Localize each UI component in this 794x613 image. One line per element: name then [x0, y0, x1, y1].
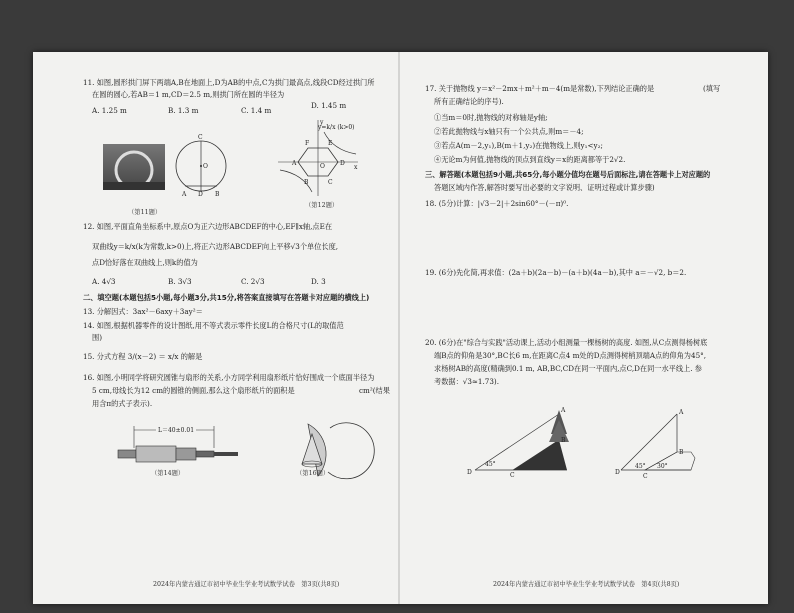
q17-line2: 所有正确结论的序号).	[434, 97, 504, 106]
q12-option-b: B. 3√3	[168, 277, 192, 286]
q16-line1: 16. 如图,小明同学将研究圆锥与扇形的关系,小方同学利用扇形纸片恰好围成一个底面半径为	[83, 373, 375, 382]
svg-text:D: D	[340, 160, 345, 167]
q12-option-a: A. 4√3	[92, 277, 116, 286]
q11-circle-figure	[173, 136, 233, 198]
right-page-footer: 2024年内蒙古通辽市初中毕业生学业考试数学试卷 第4页(共8页)	[493, 581, 680, 588]
q16-figure-label: （第16题）	[296, 470, 330, 477]
left-page-footer: 2024年内蒙古通辽市初中毕业生学业考试数学试卷 第3页(共8页)	[153, 581, 340, 588]
exam-sheet	[33, 52, 768, 604]
svg-text:F: F	[305, 140, 310, 147]
svg-text:y: y	[320, 119, 324, 126]
section-solve-heading-line2: 答题区域内作答,解答时要写出必要的文字说明、证明过程或计算步骤)	[434, 183, 655, 192]
svg-text:C: C	[643, 473, 648, 480]
q17-item-2: ②若此抛物线与x轴只有一个公共点,则m＝－4;	[434, 127, 584, 136]
svg-text:B: B	[679, 449, 684, 456]
q12-line3: 点D恰好落在双曲线上,则k的值为	[92, 258, 198, 267]
q11-option-b: B. 1.3 m	[168, 106, 199, 115]
q17-fill-note: (填写	[703, 84, 721, 93]
q17-line1: 17. 关于抛物线 y＝x²－2mx＋m²＋m－4(m是常数),下列结论正确的是	[425, 84, 655, 93]
q12-line1: 12. 如图,平面直角坐标系中,原点O为正六边形ABCDEF的中心,EF∥x轴,点E在	[83, 222, 333, 231]
svg-text:D: D	[615, 469, 620, 476]
q20-line2: 端B点的仰角是30°,BC长6 m,在距离C点4 m处的D点测得树梢顶端A点的仰角为45°,	[434, 351, 707, 360]
q11-line1: 11. 如图,圆形拱门屏下两端A,B在地面上,D为AB的中点,C为拱门最高点,线段CD经过拱门所	[83, 78, 375, 87]
q12-figure-label: （第12题）	[305, 202, 339, 209]
q12-option-d: D. 3	[311, 277, 326, 286]
q19-text: 19. (6分)先化简,再求值：(2a＋b)(2a－b)－(a＋b)(4a－b),其中 a＝－√2, b＝2.	[425, 268, 687, 277]
q17-item-1: ①当m＝0时,抛物线的对称轴是y轴;	[434, 113, 548, 122]
svg-text:D: D	[198, 191, 203, 198]
q20-line1: 20. (6分)在"综合与实践"活动课上,活动小组测量一棵杨树的高度. 如图,从C点测得杨树底	[425, 338, 708, 347]
arch-photo-graphic	[103, 144, 165, 190]
svg-text:C: C	[198, 134, 203, 141]
q12-function-label: y=k/x (k>0)	[318, 124, 355, 131]
q11-option-a: A. 1.25 m	[92, 106, 127, 115]
svg-text:O: O	[203, 163, 208, 170]
q17-item-4: ④无论m为何值,抛物线的顶点到直线y＝x的距离都等于2√2.	[434, 155, 626, 164]
q16-line2: 5 cm,母线长为12 cm的圆锥的侧面,那么这个扇形纸片的面积是	[92, 386, 295, 395]
right-page	[425, 52, 775, 604]
q14-figure-label: （第14题）	[151, 470, 185, 477]
q12-option-c: C. 2√3	[241, 277, 265, 286]
q14-line1: 14. 如图,根据机器零件的设计图纸,用不等式表示零件长度L的合格尺寸(L的取值范	[83, 321, 344, 330]
q11-line2: 在圆的圆心,若AB＝1 m,CD＝2.5 m,则拱门所在圆的半径为	[92, 90, 285, 99]
q20-angle-45-label-b: 45°	[635, 463, 646, 470]
svg-text:A: A	[292, 160, 297, 167]
svg-text:B: B	[561, 437, 566, 444]
q12-line2: 双曲线y＝k/x(k为常数,k>0)上,将正六边形ABCDEF向上平移√3个单位长度,	[92, 242, 339, 251]
svg-text:B: B	[215, 191, 220, 198]
section-solve-heading-line1: 三、解答题(本题包括9小题,共65分,每小题分值均在题号后面标注,请在答题卡上对应题的	[425, 170, 711, 179]
q20-angle-45-label: 45°	[485, 461, 496, 468]
arch-door-photo	[103, 144, 165, 190]
svg-text:C: C	[328, 179, 333, 186]
q20-tree-figure	[467, 408, 577, 478]
q11-option-d: D. 1.45 m	[311, 101, 347, 110]
q17-item-3: ③若点A(m－2,y₁),B(m＋1,y₂)在抛物线上,则y₁<y₂;	[434, 141, 603, 150]
left-page	[83, 52, 433, 604]
q11-figure-label: （第11题）	[128, 209, 162, 216]
svg-text:C: C	[510, 472, 515, 479]
svg-text:x: x	[354, 164, 358, 171]
svg-text:A: A	[679, 409, 684, 416]
section-fill-in-heading: 二、填空题(本题包括5小题,每小题3分,共15分,将答案直接填写在答题卡对应题的横线上)	[83, 293, 370, 302]
svg-text:A: A	[561, 407, 566, 414]
svg-text:D: D	[467, 469, 472, 476]
q14-dimension-label: L＝40±0.01	[156, 425, 196, 437]
svg-text:A: A	[182, 191, 187, 198]
q14-line2: 围)	[92, 333, 102, 342]
q20-angle-30-label: 30°	[657, 463, 668, 470]
q20-line4: 考数据：√3≈1.73).	[434, 377, 500, 386]
q16-line3: 用含π的式子表示).	[92, 399, 153, 408]
q11-option-c: C. 1.4 m	[241, 106, 272, 115]
q18-text: 18. (5分)计算：|√3－2|＋2sin60°－(－π)⁰.	[425, 199, 569, 208]
svg-text:E: E	[328, 140, 333, 147]
q20-line3: 求杨树AB的高度(精确到0.1 m, AB,BC,CD在同一平面内,点C,D在同一水平线上. 参	[434, 364, 702, 373]
q15-text: 15. 分式方程 3/(x－2) ＝ x/x 的解是	[83, 352, 203, 361]
q16-unit: cm²(结果	[359, 386, 390, 395]
q13-text: 13. 分解因式：3ax²－6axy＋3ay²＝	[83, 307, 203, 316]
svg-text:B: B	[304, 179, 309, 186]
svg-text:O: O	[320, 163, 325, 170]
